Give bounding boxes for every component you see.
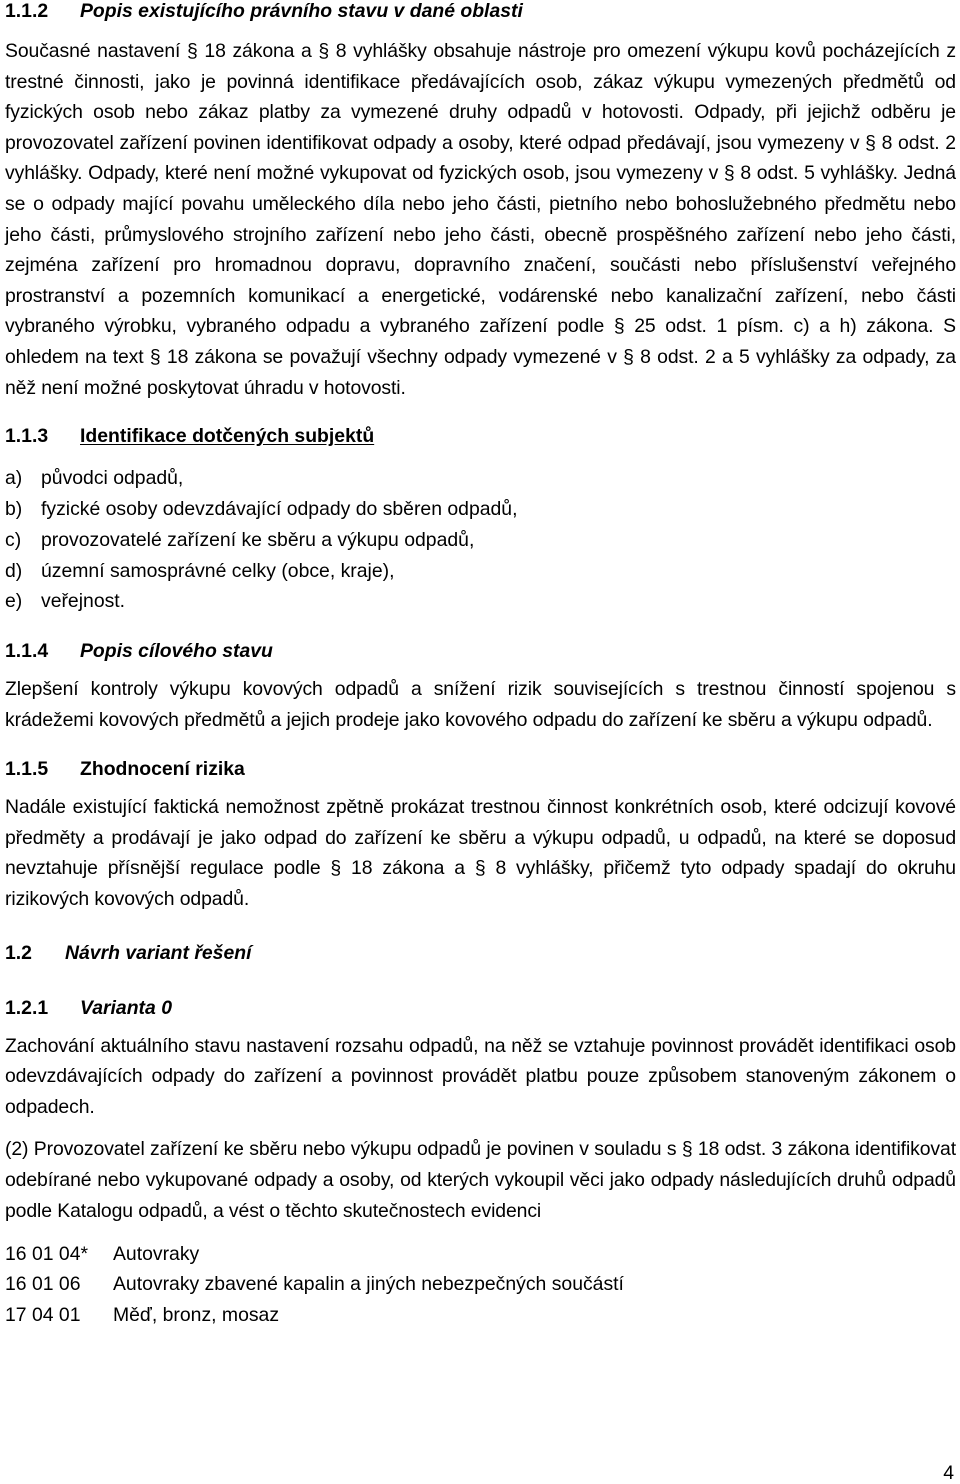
section-heading-1-2-1 bbox=[5, 997, 956, 1019]
section-heading-1-1-2 bbox=[5, 0, 956, 22]
section-number: 1.1.5 bbox=[5, 758, 49, 781]
list-item bbox=[5, 586, 956, 617]
waste-code: 16 01 04* bbox=[5, 1243, 89, 1266]
waste-code-row bbox=[5, 1269, 956, 1299]
section-heading-1-1-4 bbox=[5, 640, 956, 662]
section-number: 1.1.3 bbox=[5, 425, 49, 448]
list-item bbox=[5, 463, 956, 494]
section-title: Popis existujícího právního stavu v dané oblasti bbox=[80, 0, 523, 22]
list-item-label: e) bbox=[5, 590, 23, 613]
list-item-text: původci odpadů, bbox=[41, 467, 184, 490]
waste-name: Autovraky zbavené kapalin a jiných nebezpečných součástí bbox=[113, 1273, 624, 1296]
list-item-label: c) bbox=[5, 528, 22, 551]
list-item bbox=[5, 525, 956, 556]
list-item-text: veřejnost. bbox=[41, 590, 126, 613]
section-title: Zhodnocení rizika bbox=[80, 758, 245, 781]
section-heading-1-1-3 bbox=[5, 425, 956, 447]
list-item-label: d) bbox=[5, 559, 23, 582]
waste-code-row bbox=[5, 1300, 956, 1330]
page-number: 4 bbox=[943, 1462, 954, 1484]
paragraph-operator-duty: (2) Provozovatel zařízení ke sběru nebo výkupu odpadů je povinen v souladu s § 18 odst. 3 zákona identifikovat odebírané nebo vykupované odpady a osoby, od kterých vykoupil věci jako odpady následujících druhů odpadů podle Katalogu odpadů, a vést o těchto skutečnostech evidenci bbox=[5, 1138, 956, 1222]
list-item-text: provozovatelé zařízení ke sběru a výkupu odpadů, bbox=[41, 528, 475, 551]
waste-code: 16 01 06 bbox=[5, 1273, 81, 1296]
section-number: 1.2.1 bbox=[5, 996, 49, 1019]
document-page bbox=[5, 0, 956, 1330]
list-item-text: fyzické osoby odevzdávající odpady do sběren odpadů, bbox=[41, 497, 518, 520]
list-item-label: b) bbox=[5, 497, 23, 520]
paragraph-risk-assessment: Nadále existující faktická nemožnost zpětně prokázat trestnou činnost konkrétních osob, které odcizují kovové předměty a prodávají je jako odpad do zařízení ke sběru a výkupu odpadů, u odpadů, na které se doposud nevztahuje přísnější regulace podle § 18 zákona a § 8 vyhlášky, přičemž tyto odpady spadají do okruhu rizikových kovových odpadů. bbox=[5, 796, 956, 911]
section-title: Varianta 0 bbox=[80, 996, 172, 1019]
paragraph-legal-state: Současné nastavení § 18 zákona a § 8 vyhlášky obsahuje nástroje pro omezení výkupu kovů pocházejících z trestné činnosti, jako je povinná identifikace předávajících osob, zákaz výkupu vymezených předmětů od fyzických osob nebo zákaz platby za vymezené druhy odpadů v hotovosti. Odpady, při jejichž odběru je provozovatel zařízení povinen identifikovat odpady a osoby, které odpad předávají, jsou vymezeny v § 8 odst. 2 vyhlášky. Odpady, které není možné vykupovat od fyzických osob, jsou vymezeny v § 8 odst. 5 vyhlášky. Jedná se o odpady mající povahu uměleckého díla nebo jeho části, pietního nebo bohoslužebného předmětu nebo jeho části, průmyslového strojního zařízení nebo jeho části, obecně prospěšného zařízení nebo jeho části, zejména zařízení pro hromadnou dopravu, dopravního značení, součásti nebo příslušenství veřejného prostranství a pozemních komunikací a energetické, vodárenské nebo kanalizační zařízení, nebo části vybraného výrobku, vybraného odpadu a vybraného zařízení podle § 25 odst. 1 písm. c) a h) zákona. S ohledem na text § 18 zákona se považují všechny odpady vymezené v § 8 odst. 2 a 5 vyhlášky za odpady, za něž není možné poskytovat úhradu v hotovosti. bbox=[5, 40, 956, 399]
waste-name: Autovraky bbox=[113, 1243, 200, 1266]
section-title: Návrh variant řešení bbox=[65, 941, 252, 964]
list-item bbox=[5, 494, 956, 525]
list-item-text: územní samosprávné celky (obce, kraje), bbox=[41, 559, 395, 582]
section-number: 1.2 bbox=[5, 941, 32, 964]
waste-name: Měď, bronz, mosaz bbox=[113, 1303, 280, 1326]
list-item bbox=[5, 556, 956, 587]
section-title: Popis cílového stavu bbox=[80, 640, 273, 663]
section-title: Identifikace dotčených subjektů bbox=[80, 425, 375, 448]
waste-code-row bbox=[5, 1239, 956, 1269]
section-heading-1-2 bbox=[5, 942, 956, 964]
waste-codes-list bbox=[5, 1239, 956, 1330]
section-heading-1-1-5 bbox=[5, 758, 956, 780]
section-number: 1.1.2 bbox=[5, 0, 49, 22]
waste-code: 17 04 01 bbox=[5, 1303, 81, 1326]
list-item-label: a) bbox=[5, 467, 23, 490]
paragraph-target-state: Zlepšení kontroly výkupu kovových odpadů a snížení rizik souvisejících s trestnou činností spojenou s krádežemi kovových předmětů a jejich prodeje jako kovového odpadu do zařízení ke sběru a výkupu odpadů. bbox=[5, 678, 956, 731]
section-number: 1.1.4 bbox=[5, 640, 49, 663]
subjects-list bbox=[5, 463, 956, 617]
paragraph-variant-0: Zachování aktuálního stavu nastavení rozsahu odpadů, na něž se vztahuje povinnost provádět identifikaci osob odevzdávajících odpady do zařízení a povinnost provádět platbu pouze způsobem stanoveným zákonem o odpadech. bbox=[5, 1034, 956, 1118]
